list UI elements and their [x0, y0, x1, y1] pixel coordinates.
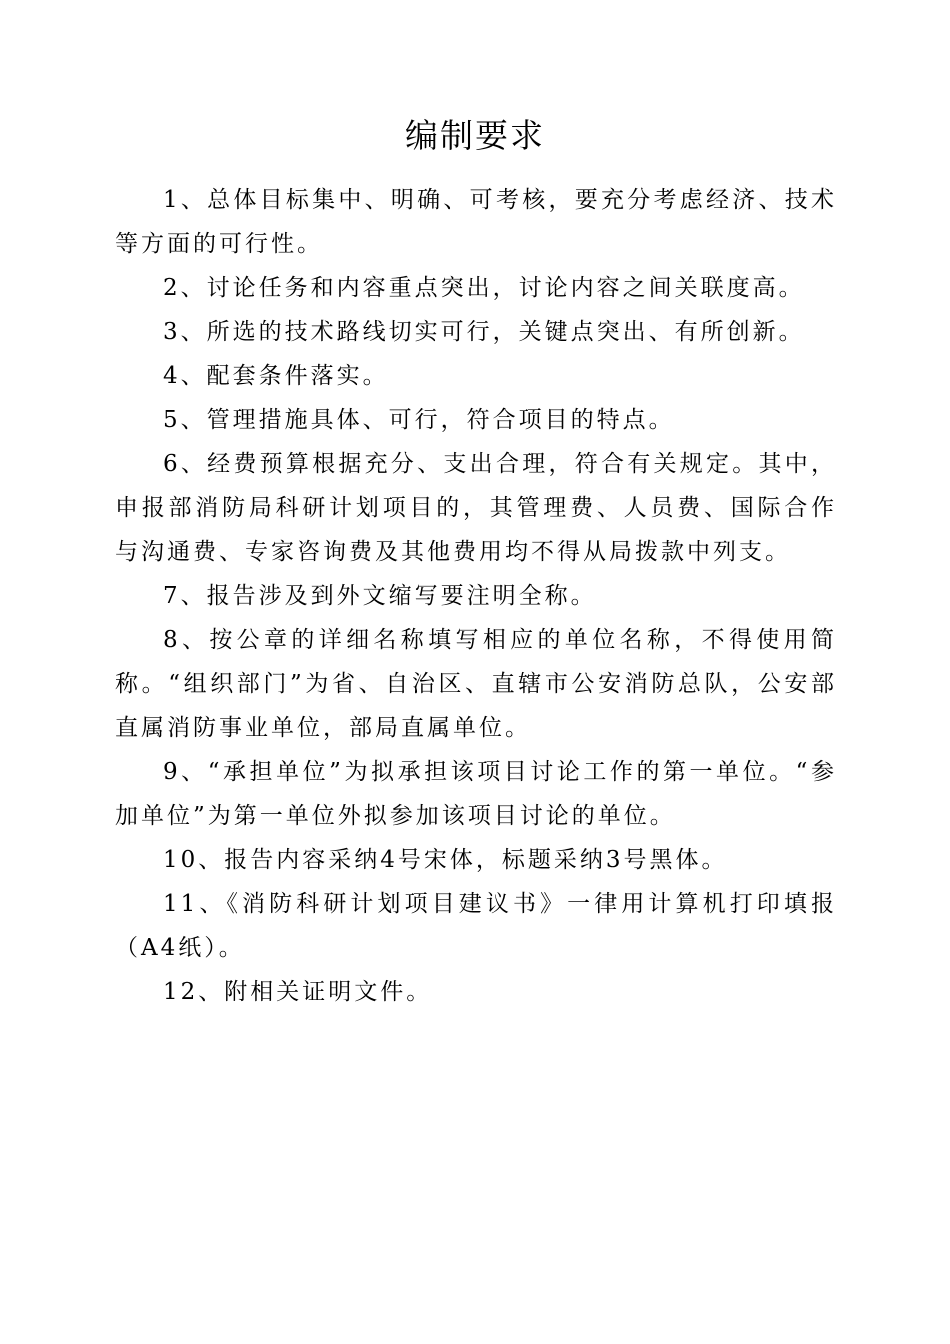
- requirement-item-2: 2、讨论任务和内容重点突出，讨论内容之间关联度高。: [163, 275, 805, 301]
- document-title: 编制要求: [405, 116, 545, 155]
- requirement-item-4: 4、配套条件落实。: [163, 363, 389, 389]
- requirement-item-8: 8、按公章的详细名称填写相应的单位名称，不得使用简称。“组织部门”为省、自治区、直辖市公安消防总队，公安部直属消防事业单位，部局直属单位。: [115, 627, 837, 741]
- requirement-item-11: 11、《消防科研计划项目建议书》一律用计算机打印填报（A4纸）。: [115, 891, 837, 961]
- requirement-item-9: 9、“承担单位”为拟承担该项目讨论工作的第一单位。“参加单位”为第一单位外拟参加该项目讨论的单位。: [115, 759, 837, 829]
- requirement-item-12: 12、附相关证明文件。: [163, 979, 433, 1005]
- requirement-item-3: 3、所选的技术路线切实可行，关键点突出、有所创新。: [163, 319, 805, 345]
- requirement-item-10: 10、报告内容采纳4号宋体，标题采纳3号黑体。: [163, 847, 728, 873]
- requirement-item-1: 1、总体目标集中、明确、可考核，要充分考虑经济、技术等方面的可行性。: [115, 187, 837, 257]
- requirement-item-5: 5、管理措施具体、可行，符合项目的特点。: [163, 407, 675, 433]
- requirement-item-6: 6、经费预算根据充分、支出合理，符合有关规定。其中，申报部消防局科研计划项目的，其管理费、人员费、国际合作与沟通费、专家咨询费及其他费用均不得从局拨款中列支。: [115, 451, 837, 565]
- requirements-list: [115, 178, 837, 1014]
- requirement-item-7: 7、报告涉及到外文缩写要注明全称。: [163, 583, 597, 609]
